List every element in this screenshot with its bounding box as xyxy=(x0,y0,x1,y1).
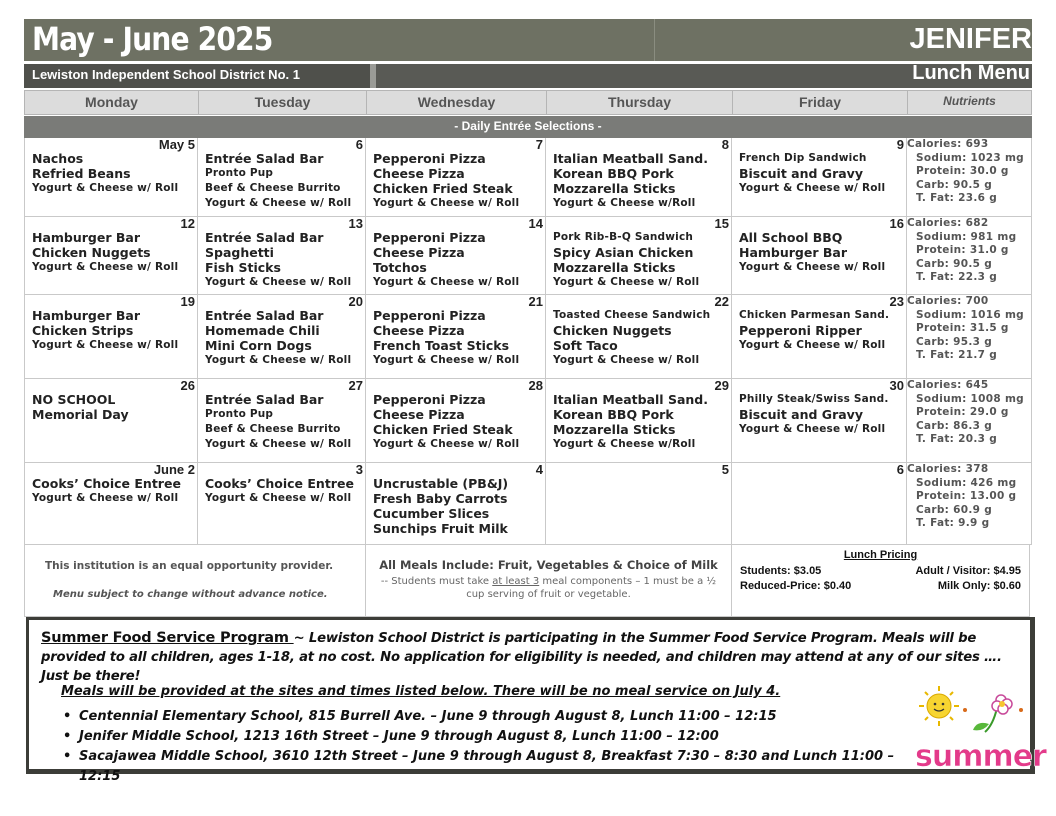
menu-item: Yogurt & Cheese w/ Roll xyxy=(373,438,520,450)
menu-item: Yogurt & Cheese w/ Roll xyxy=(205,197,352,209)
menu-item: Chicken Strips xyxy=(32,323,134,338)
menu-items xyxy=(205,392,363,452)
menu-items xyxy=(205,151,363,211)
col-thursday: Thursday xyxy=(547,91,733,114)
menu-item: Cooks’ Choice Entree xyxy=(32,476,181,491)
flower-icon xyxy=(963,695,1023,732)
day-date: 21 xyxy=(528,294,543,309)
nutrient-value: Carb: 60.9 g xyxy=(916,503,993,516)
day-cell-wednesday xyxy=(366,463,546,545)
menu-item: Fish Sticks xyxy=(205,260,281,275)
menu-item: Yogurt & Cheese w/ Roll xyxy=(205,354,352,366)
menu-items xyxy=(373,392,543,452)
menu-item: Mozzarella Sticks xyxy=(553,422,676,437)
menu-item: Beef & Cheese Burrito xyxy=(205,423,341,435)
summer-sun-flower-illustration xyxy=(913,680,1046,774)
summer-program-text: ~ Lewiston School District is participating in the Summer Food Service Program. Meals will be provided to all children, ages 1-18, at no cost. No application for eligibility is needed, and children may attend at any of our sites …. Just be there! xyxy=(41,631,1002,684)
pricing-title: Lunch Pricing xyxy=(843,549,918,561)
menu-item: Yogurt & Cheese w/ Roll xyxy=(32,492,179,504)
day-cell-thursday xyxy=(546,138,732,217)
day-cell-tuesday xyxy=(198,295,366,379)
menu-item: Yogurt & Cheese w/ Roll xyxy=(32,339,179,351)
menu-item: Entrée Salad Bar xyxy=(205,230,324,245)
price-row-2 xyxy=(740,580,1021,592)
nutrient-value: Protein: 13.00 g xyxy=(916,490,1017,502)
menu-item: Pork Rib-B-Q Sandwich xyxy=(553,231,694,243)
nutrient-value: Calories: 645 xyxy=(907,379,989,391)
menu-items xyxy=(739,392,904,437)
meal-rule-text-end: meal components – 1 must be a ½ cup serving of fruit or vegetable. xyxy=(466,576,717,600)
day-cell-friday xyxy=(732,379,907,463)
menu-item: NO SCHOOL xyxy=(32,392,116,407)
menu-item: Mini Corn Dogs xyxy=(205,338,312,353)
menu-item: Cheese Pizza xyxy=(373,245,465,260)
menu-item: Toasted Cheese Sandwich xyxy=(553,309,711,321)
menu-item: All School BBQ xyxy=(739,230,843,245)
daily-entree-banner: - Daily Entrée Selections - xyxy=(24,116,1032,138)
menu-item: Spicy Asian Chicken xyxy=(553,245,694,260)
nutrient-value: Sodium: 426 mg xyxy=(916,476,1017,489)
meal-rule-text: -- Students must take xyxy=(380,576,493,587)
menu-item: Korean BBQ Pork xyxy=(553,407,674,422)
menu-item: Biscuit and Gravy xyxy=(739,407,863,422)
day-date: 9 xyxy=(896,137,904,152)
meal-requirements-cell xyxy=(366,545,732,617)
day-cell-wednesday xyxy=(366,217,546,295)
day-cell-thursday xyxy=(546,463,732,545)
menu-item: Yogurt & Cheese w/ Roll xyxy=(553,276,700,288)
menu-item: Yogurt & Cheese w/ Roll xyxy=(373,197,520,209)
day-date: 8 xyxy=(721,137,729,152)
summer-program-intro xyxy=(41,629,1026,686)
menu-items xyxy=(553,151,729,211)
day-cell-friday xyxy=(732,138,907,217)
day-cell-monday xyxy=(24,138,198,217)
nutrient-value: Sodium: 1008 mg xyxy=(916,392,1024,405)
col-wednesday: Wednesday xyxy=(367,91,547,114)
nutrient-value: Calories: 378 xyxy=(907,463,989,475)
nutrient-value: Sodium: 981 mg xyxy=(916,230,1017,243)
title-bar xyxy=(24,19,1032,61)
menu-item: Spaghetti xyxy=(205,245,274,260)
nutrient-value: Carb: 86.3 g xyxy=(916,419,993,432)
nutrient-value: Calories: 700 xyxy=(907,295,989,307)
menu-item: Yogurt & Cheese w/ Roll xyxy=(205,492,352,504)
nutrient-value: T. Fat: 23.6 g xyxy=(916,192,998,204)
day-cell-thursday xyxy=(546,379,732,463)
menu-items xyxy=(32,476,195,506)
day-cell-monday xyxy=(24,217,198,295)
title-divider xyxy=(654,19,655,61)
nutrient-value: T. Fat: 9.9 g xyxy=(916,517,990,529)
nutrient-value: Carb: 90.5 g xyxy=(916,178,993,191)
day-cell-monday xyxy=(24,463,198,545)
milk-price: Milk Only: $0.60 xyxy=(937,580,1021,592)
day-cell-friday xyxy=(732,217,907,295)
lunch-pricing-cell xyxy=(732,545,1030,617)
menu-type: Lunch Menu xyxy=(912,62,1030,84)
menu-item: Italian Meatball Sand. xyxy=(553,392,708,407)
menu-item: Mozzarella Sticks xyxy=(553,260,676,275)
meal-rule-minimum: at least 3 xyxy=(492,576,540,587)
menu-item: Yogurt & Cheese w/ Roll xyxy=(739,423,886,435)
nutrient-value: Protein: 31.0 g xyxy=(916,244,1009,256)
menu-item: Entrée Salad Bar xyxy=(205,308,324,323)
menu-item: Yogurt & Cheese w/ Roll xyxy=(739,339,886,351)
day-cell-tuesday xyxy=(198,217,366,295)
menu-items xyxy=(373,151,543,211)
menu-item: Yogurt & Cheese w/ Roll xyxy=(373,354,520,366)
col-tuesday: Tuesday xyxy=(199,91,367,114)
menu-items xyxy=(205,308,363,368)
day-date: 22 xyxy=(714,294,729,309)
equal-opportunity-statement: This institution is an equal opportunity provider. xyxy=(45,560,334,572)
menu-items xyxy=(373,308,543,368)
menu-items xyxy=(553,392,729,452)
menu-item: Hamburger Bar xyxy=(739,245,848,260)
day-date: 27 xyxy=(348,378,363,393)
menu-item: Entrée Salad Bar xyxy=(205,151,324,166)
col-nutrients: Nutrients xyxy=(943,94,996,108)
all-meals-include: All Meals Include: Fruit, Vegetables & Choice of Milk xyxy=(379,558,718,572)
day-date: 29 xyxy=(714,378,729,393)
menu-items xyxy=(205,476,363,506)
sites-heading: Meals will be provided at the sites and times listed below. There will be no meal service on July 4. xyxy=(61,684,781,699)
menu-items xyxy=(739,230,904,275)
menu-item: Yogurt & Cheese w/ Roll xyxy=(739,261,886,273)
menu-item: Yogurt & Cheese w/Roll xyxy=(553,197,696,209)
site-item: • Sacajawea Middle School, 3610 12th Street – June 9 through August 8, Breakfast 7:30 – 8:30 and Lunch 11:00 – 12:15 xyxy=(63,747,923,787)
menu-item: Chicken Fried Steak xyxy=(373,422,513,437)
disclaimer-cell xyxy=(24,545,366,617)
day-cell-wednesday xyxy=(366,295,546,379)
day-date: May 5 xyxy=(158,137,195,152)
site-item: • Centennial Elementary School, 815 Burrell Ave. – June 9 through August 8, Lunch 11:00 – 12:15 xyxy=(63,707,923,727)
nutrient-value: T. Fat: 22.3 g xyxy=(916,271,998,283)
menu-items xyxy=(553,308,729,368)
day-date: 13 xyxy=(348,216,363,231)
menu-item: Yogurt & Cheese w/ Roll xyxy=(32,261,179,273)
nutrient-value: Calories: 693 xyxy=(907,138,989,150)
menu-item: Fresh Baby Carrots xyxy=(373,491,508,506)
student-price: Students: $3.05 xyxy=(740,565,822,577)
menu-item: Cucumber Slices xyxy=(373,506,490,521)
menu-item: Chicken Parmesan Sand. xyxy=(739,309,890,321)
menu-item: Pronto Pup xyxy=(205,167,274,179)
nutrient-value: T. Fat: 21.7 g xyxy=(916,349,998,361)
menu-item: Memorial Day xyxy=(32,407,129,422)
site-item: • Jenifer Middle School, 1213 16th Street – June 9 through August 8, Lunch 11:00 – 12:00 xyxy=(63,727,923,747)
day-date: 16 xyxy=(889,216,904,231)
day-cell-wednesday xyxy=(366,138,546,217)
day-date: 28 xyxy=(528,378,543,393)
nutrient-value: Protein: 30.0 g xyxy=(916,165,1009,177)
school-name: JENIFER xyxy=(909,23,1032,55)
subtitle-bar xyxy=(24,64,1032,88)
day-date: 12 xyxy=(180,216,195,231)
price-row-1 xyxy=(740,565,1021,577)
day-date: 19 xyxy=(180,294,195,309)
menu-item: Cooks’ Choice Entree xyxy=(205,476,354,491)
menu-item: Yogurt & Cheese w/ Roll xyxy=(32,182,179,194)
menu-item: Yogurt & Cheese w/ Roll xyxy=(205,438,352,450)
menu-items xyxy=(32,392,195,422)
nutrient-value: Protein: 31.5 g xyxy=(916,322,1009,334)
day-cell-monday xyxy=(24,379,198,463)
sun-icon xyxy=(919,686,959,726)
day-cell-thursday xyxy=(546,217,732,295)
day-date: 20 xyxy=(348,294,363,309)
menu-items xyxy=(739,308,904,353)
day-cell-tuesday xyxy=(198,138,366,217)
menu-item: Refried Beans xyxy=(32,166,131,181)
nutrient-value: Calories: 682 xyxy=(907,217,989,229)
menu-item: Hamburger Bar xyxy=(32,308,141,323)
day-date: 3 xyxy=(355,462,363,477)
day-date: June 2 xyxy=(153,462,195,477)
menu-item: Pepperoni Pizza xyxy=(373,151,486,166)
day-cell-friday xyxy=(732,463,907,545)
day-date: 6 xyxy=(355,137,363,152)
menu-item: Pepperoni Pizza xyxy=(373,308,486,323)
day-date: 15 xyxy=(714,216,729,231)
menu-item: Chicken Nuggets xyxy=(553,323,672,338)
menu-item: Cheese Pizza xyxy=(373,166,465,181)
day-date: 6 xyxy=(896,462,904,477)
nutrient-value: Sodium: 1016 mg xyxy=(916,308,1024,321)
site-list xyxy=(63,707,923,787)
nutrients-cell xyxy=(907,463,1032,545)
menu-items xyxy=(32,151,195,196)
menu-item: Nachos xyxy=(32,151,84,166)
day-date: 23 xyxy=(889,294,904,309)
menu-item: Sunchips Fruit Milk xyxy=(373,521,508,536)
menu-items xyxy=(32,308,195,353)
menu-item: Beef & Cheese Burrito xyxy=(205,182,341,194)
menu-change-notice: Menu subject to change without advance notice. xyxy=(53,589,328,600)
menu-items xyxy=(553,230,729,290)
menu-item: Chicken Fried Steak xyxy=(373,181,513,196)
day-cell-tuesday xyxy=(198,463,366,545)
menu-item: Philly Steak/Swiss Sand. xyxy=(739,393,889,405)
menu-item: Cheese Pizza xyxy=(373,407,465,422)
nutrients-cell xyxy=(907,295,1032,379)
menu-item: Yogurt & Cheese w/ Roll xyxy=(373,276,520,288)
nutrient-value: Sodium: 1023 mg xyxy=(916,151,1024,164)
menu-items xyxy=(739,151,904,196)
day-date: 7 xyxy=(535,137,543,152)
menu-item: Pepperoni Ripper xyxy=(739,323,862,338)
menu-item: Italian Meatball Sand. xyxy=(553,151,708,166)
col-friday: Friday xyxy=(733,91,908,114)
adult-price: Adult / Visitor: $4.95 xyxy=(915,565,1021,577)
menu-items xyxy=(205,230,363,290)
menu-item: Entrée Salad Bar xyxy=(205,392,324,407)
menu-item: Pepperoni Pizza xyxy=(373,230,486,245)
day-cell-friday xyxy=(732,295,907,379)
nutrients-cell xyxy=(907,217,1032,295)
nutrient-value: Carb: 95.3 g xyxy=(916,335,993,348)
menu-items xyxy=(32,230,195,275)
menu-item: Cheese Pizza xyxy=(373,323,465,338)
day-cell-thursday xyxy=(546,295,732,379)
meal-component-rule xyxy=(372,575,725,601)
menu-item: Chicken Nuggets xyxy=(32,245,151,260)
menu-item: Yogurt & Cheese w/ Roll xyxy=(553,354,700,366)
menu-item: Biscuit and Gravy xyxy=(739,166,863,181)
reduced-price: Reduced-Price: $0.40 xyxy=(740,580,852,592)
summer-food-program-box xyxy=(26,617,1046,784)
summer-art-lettering: summer xyxy=(915,739,1046,774)
summer-program-title: Summer Food Service Program xyxy=(41,630,294,646)
col-monday: Monday xyxy=(25,91,199,114)
menu-item: Soft Taco xyxy=(553,338,618,353)
menu-item: French Toast Sticks xyxy=(373,338,510,353)
day-date: 14 xyxy=(528,216,543,231)
menu-item: Pronto Pup xyxy=(205,408,274,420)
day-date: 26 xyxy=(180,378,195,393)
day-cell-wednesday xyxy=(366,379,546,463)
menu-item: Yogurt & Cheese w/ Roll xyxy=(739,182,886,194)
menu-item: Hamburger Bar xyxy=(32,230,141,245)
nutrients-cell xyxy=(907,379,1032,463)
menu-item: Yogurt & Cheese w/Roll xyxy=(553,438,696,450)
menu-item: Pepperoni Pizza xyxy=(373,392,486,407)
nutrient-value: Protein: 29.0 g xyxy=(916,406,1009,418)
menu-item: Totchos xyxy=(373,260,427,275)
district-name: Lewiston Independent School District No. 1 xyxy=(24,64,376,88)
menu-items xyxy=(373,230,543,290)
day-date: 5 xyxy=(721,462,729,477)
menu-item: Yogurt & Cheese w/ Roll xyxy=(205,276,352,288)
menu-items xyxy=(373,476,543,536)
day-cell-monday xyxy=(24,295,198,379)
nutrient-value: T. Fat: 20.3 g xyxy=(916,433,998,445)
menu-item: Homemade Chili xyxy=(205,323,320,338)
weekday-header-row xyxy=(24,90,1032,115)
nutrients-cell xyxy=(907,138,1032,217)
day-cell-tuesday xyxy=(198,379,366,463)
day-date: 4 xyxy=(535,462,543,477)
menu-item: Mozzarella Sticks xyxy=(553,181,676,196)
menu-item: Korean BBQ Pork xyxy=(553,166,674,181)
menu-item: French Dip Sandwich xyxy=(739,152,867,164)
nutrient-value: Carb: 90.5 g xyxy=(916,257,993,270)
menu-item: Uncrustable (PB&J) xyxy=(373,476,509,491)
menu-title: May - June 2025 xyxy=(32,20,273,58)
day-date: 30 xyxy=(889,378,904,393)
